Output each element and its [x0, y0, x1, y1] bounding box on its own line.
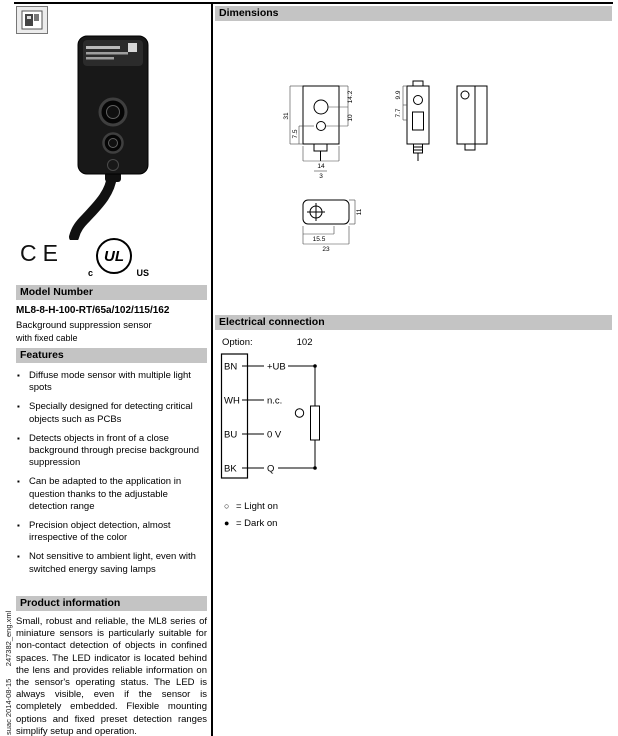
wiring-legend	[224, 498, 278, 532]
dark-on-label: = Dark on	[236, 518, 278, 529]
dim-label-31: 31	[283, 112, 290, 120]
ul-label: UL	[104, 247, 124, 265]
signal-q: Q	[267, 463, 275, 475]
legend-light-on	[224, 498, 278, 515]
ce-mark: CE	[20, 240, 64, 266]
cul-us-mark	[88, 238, 149, 278]
option-label: Option:	[222, 337, 253, 348]
dimensions-header: Dimensions	[215, 6, 612, 21]
feature-item: ▪ Not sensitive to ambient light, even with switched energy saving lamps	[16, 551, 207, 575]
light-on-label: = Light on	[236, 501, 278, 512]
feature-item: ▪ Diffuse mode sensor with multiple light spots	[16, 370, 207, 394]
feature-item: ▪ Precision object detection, almost irrespective of the color	[16, 520, 207, 544]
sensor-cable	[74, 176, 112, 237]
ul-c-label: c	[88, 268, 94, 278]
side-note: suac 2014-08-15 247382_eng.xml	[4, 610, 13, 735]
light-on-indicator	[295, 409, 303, 417]
dark-on-symbol: ●	[224, 518, 230, 528]
product-information-header: Product information	[16, 596, 207, 611]
dim-label-11: 11	[356, 208, 363, 216]
feature-item: ▪ Detects objects in front of a close background through precise background suppression	[16, 433, 207, 470]
legend-dark-on	[224, 515, 278, 532]
signal-ub: +UB	[267, 361, 286, 373]
model-subtitle-2: with fixed cable	[16, 333, 78, 343]
dim-label-7-5: 7.5	[292, 129, 299, 139]
dim-label-14-2: 14.2	[347, 90, 354, 104]
dim-label-3: 3	[319, 173, 323, 180]
light-on-symbol: ○	[224, 501, 230, 511]
model-number-value: ML8-8-H-100-RT/65a/102/115/162	[16, 305, 170, 316]
dim-label-14: 14	[317, 163, 325, 170]
column-divider	[211, 2, 213, 736]
wiring-diagram	[220, 352, 420, 484]
model-subtitle: Background suppression sensor	[16, 320, 152, 331]
ul-us-label: US	[136, 268, 149, 278]
pin-wh: WH	[224, 395, 240, 407]
dim-label-7-7: 7.7	[395, 108, 402, 118]
pin-bn: BN	[224, 361, 238, 373]
product-photo	[52, 26, 184, 240]
ul-circle	[96, 238, 132, 274]
brand-logo-icon	[16, 6, 48, 34]
dimensions-drawing	[215, 28, 612, 308]
electrical-connection-header: Electrical connection	[215, 315, 612, 330]
dim-label-15-5: 15.5	[312, 236, 326, 243]
option-row	[222, 337, 313, 348]
signal-0v: 0 V	[267, 429, 282, 441]
dim-label-9-9: 9.9	[395, 90, 402, 100]
product-information-text: Small, robust and reliable, the ML8 series of miniature sensors is particularly suitable for non-contact detection of objects in confined spaces. The LED indicator is located behind the lens and provides reliable information on the sensor's operating status. The LED is always visible, even if the sensor is completely embedded. Flexible mounting options and fixed preset detection ranges simplify setup and operation.	[16, 616, 207, 736]
dim-label-10: 10	[347, 114, 354, 122]
features-list	[16, 370, 207, 576]
model-number-header: Model Number	[16, 285, 207, 300]
load-symbol	[311, 406, 320, 440]
top-rule	[14, 2, 613, 4]
product-information-section	[16, 596, 207, 736]
pin-bu: BU	[224, 429, 238, 441]
feature-item: ▪ Can be adapted to the application in question thanks to the adjustable detection range	[16, 476, 207, 513]
pin-bk: BK	[224, 463, 237, 475]
signal-nc: n.c.	[267, 395, 283, 407]
feature-item: ▪ Specially designed for detecting critical objects such as PCBs	[16, 401, 207, 425]
dim-label-23: 23	[322, 246, 330, 253]
model-number-section	[16, 285, 207, 343]
option-value: 102	[296, 337, 313, 348]
features-header: Features	[16, 348, 207, 363]
features-section	[16, 348, 207, 576]
terminal-box	[222, 354, 248, 478]
brand-logo-glyph	[21, 10, 43, 30]
